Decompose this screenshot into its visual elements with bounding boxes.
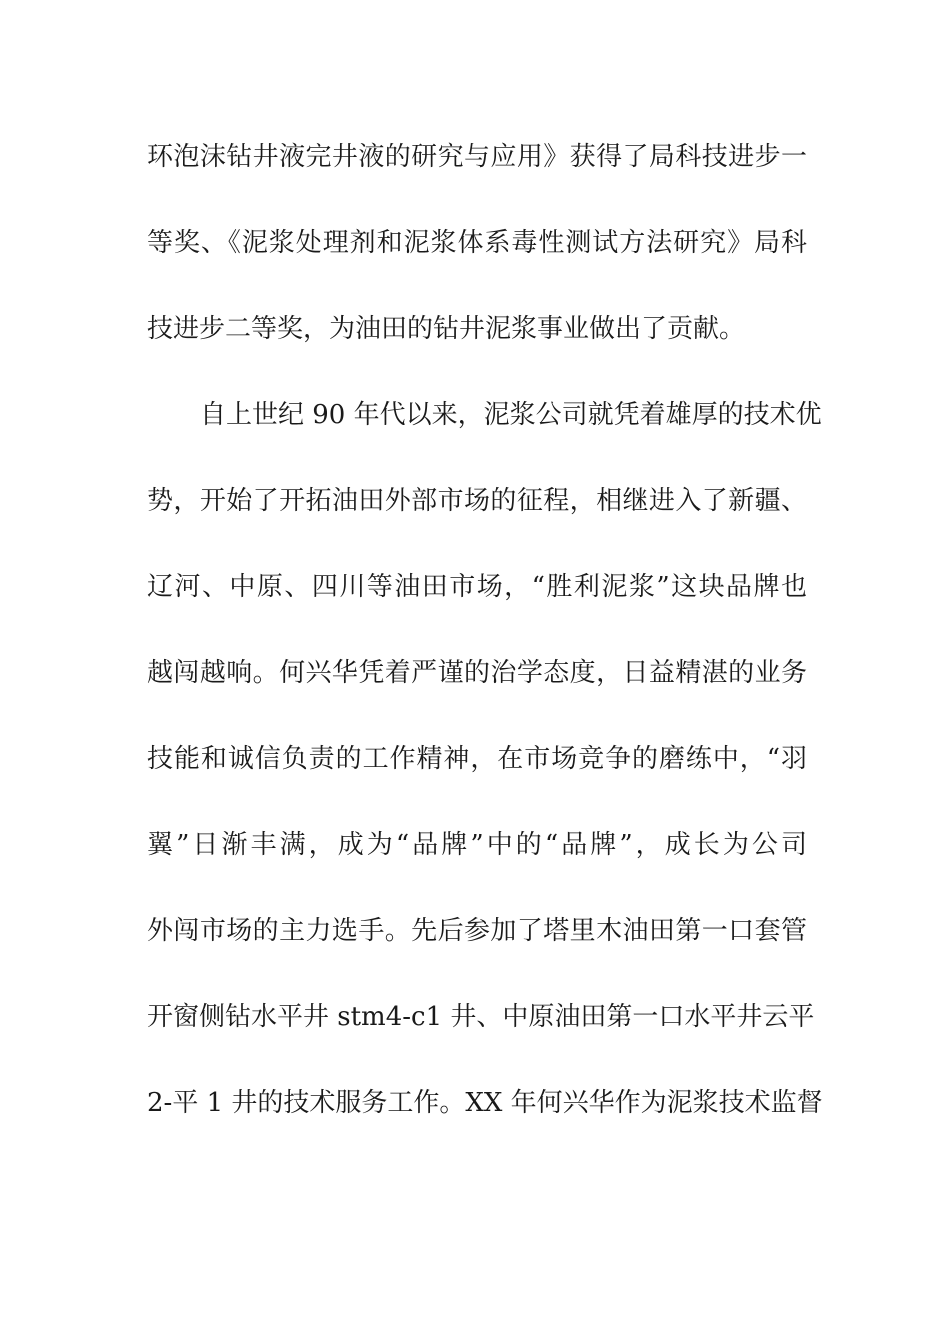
text-line-4: 自上世纪 90 年代以来，泥浆公司就凭着雄厚的技术优: [200, 400, 822, 430]
text-line-11: 开窗侧钻水平井 stm4-c1 井、中原油田第一口水平井云平: [147, 1002, 815, 1032]
text-line-10: 外闯市场的主力选手。先后参加了塔里木油田第一口套管: [147, 916, 807, 946]
text-line-5: 势，开始了开拓油田外部市场的征程，相继进入了新疆、: [147, 486, 807, 516]
text-line-7: 越闯越响。何兴华凭着严谨的治学态度，日益精湛的业务: [147, 658, 807, 688]
text-line-6: 辽河、中原、四川等油田市场，“胜利泥浆”这块品牌也: [147, 572, 807, 602]
text-line-1: 环泡沫钻井液完井液的研究与应用》获得了局科技进步一: [147, 142, 807, 172]
text-line-2: 等奖、《泥浆处理剂和泥浆体系毒性测试方法研究》局科: [147, 228, 807, 258]
text-line-3: 技进步二等奖，为油田的钻井泥浆事业做出了贡献。: [147, 314, 746, 344]
text-line-9: 翼”日渐丰满，成为“品牌”中的“品牌”，成长为公司: [147, 830, 807, 860]
text-line-8: 技能和诚信负责的工作精神，在市场竞争的磨练中，“羽: [147, 744, 807, 774]
text-line-12: 2-平 1 井的技术服务工作。XX 年何兴华作为泥浆技术监督: [147, 1088, 823, 1118]
